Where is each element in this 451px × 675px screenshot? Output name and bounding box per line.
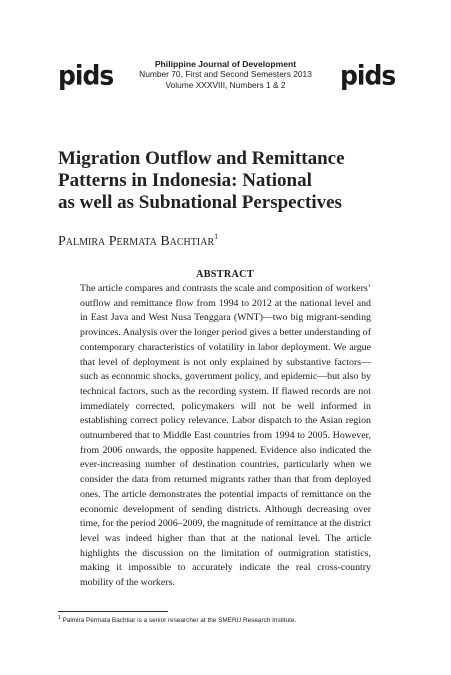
footnote [58,614,418,625]
journal-title: Philippine Journal of Development [154,59,297,69]
title-line-1: Migration Outflow and Remittance [58,148,345,169]
author-footnote-mark: 1 [214,232,219,241]
author-byline [58,229,218,250]
footnote-divider [58,611,168,612]
abstract-heading: ABSTRACT [196,269,254,280]
footnote-mark: 1 [58,615,61,621]
article-title [58,148,398,214]
pids-logo-right: pids [340,60,396,91]
abstract-body: The article compares and contrasts the scale and composition of workers’ outflow and remittance flow from 1994 to 2012 at the national level and in East Java and West Nusa Tenggara (WNT)—two big migrant-sending provinces. Analysis over the longer period gives a better understanding of contemporary characteristics of volatility in labor deployment. We argue that level of deployment is not only explained by substantive factors—such as economic shocks, government policy, and epidemic—but also by technical factors, such as the recording system. If flawed records are not immediately corrected, policymakers will not be well informed in establishing correct policy relevance. Labor dispatch to the Asian region outnumbered that to Middle East countries from 1994 to 2005. However, from 2006 onwards, the opposite happened. Evidence also indicated the ever-increasing number of destination countries, particularly when we consider the data from returned migrants rather than that from deployed ones. The article demonstrates the potential impacts of remittance on the economic development of sending districts. Although decreasing over time, for the period 2006–2009, the magnitude of remittance at the district level was indeed higher than that at the national level. The article highlights the discussion on the limitation of outmigration statistics, making it impossible to accurately indicate the real cross-country mobility of the workers. [80,283,371,589]
title-line-3: as well as Subnational Perspectives [58,192,342,213]
title-line-2: Patterns in Indonesia: National [58,170,312,191]
footnote-text: Palmira Permata Bachtiar is a senior researcher at the SMERU Research Institute. [62,617,297,624]
pids-logo-left: pids [58,60,114,91]
journal-header [120,59,331,90]
author-name: Palmira Permata Bachtiar [58,234,215,249]
journal-issue: Number 70, First and Second Semesters 2013 [139,69,312,80]
journal-volume: Volume XXXVIII, Numbers 1 & 2 [165,79,286,90]
